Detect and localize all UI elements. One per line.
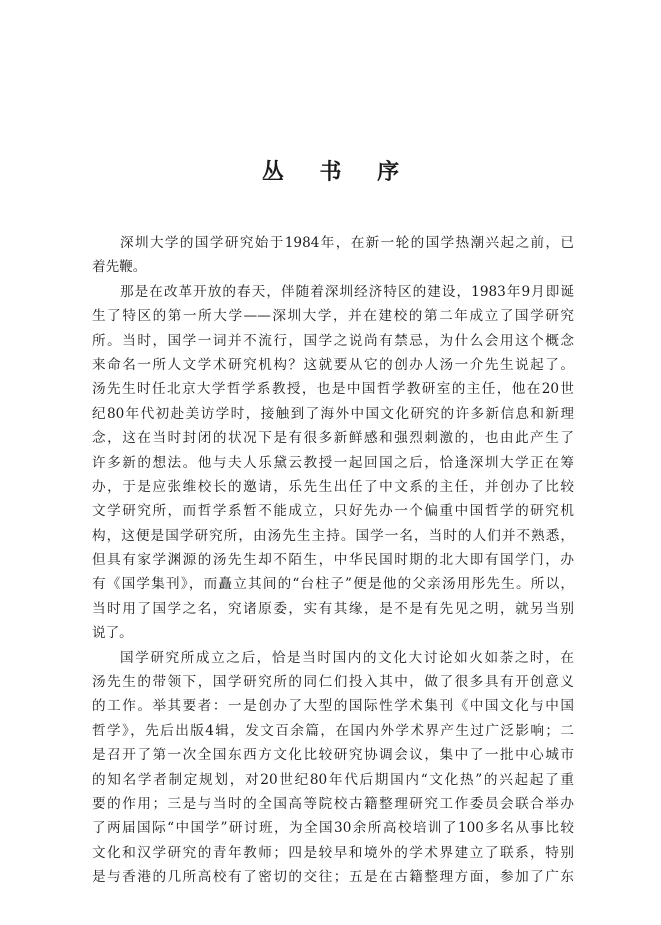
- text-line: 是召开了第一次全国东西方文化比较研究协调会议，集中了一批中心城市: [92, 747, 574, 764]
- text-line: 了两届国际“中国学”研讨班，为全国30余所高校培训了100多名从事比较: [92, 820, 574, 837]
- text-line: 但具有家学渊源的汤先生却不陌生，中华民国时期的北大即有国学门，办: [92, 552, 574, 569]
- text-line: 构，这便是国学研究所，由汤先生主持。国学一名，当时的人们并不熟悉，: [92, 527, 574, 544]
- text-line: 着先鞭。: [92, 259, 147, 276]
- text-line: 哲学》，先后出版4辑，发文百余篇，在国内外学术界产生过广泛影响；二: [92, 722, 574, 739]
- text-line: 文化和汉学研究的青年教师；四是较早和境外的学术界建立了联系，特别: [92, 844, 574, 861]
- text-line: 汤先生时任北京大学哲学系教授，也是中国哲学教研室的主任，他在20世: [92, 381, 574, 398]
- text-line: 许多新的想法。他与夫人乐黛云教授一起回国之后，恰逢深圳大学正在筹: [92, 454, 574, 471]
- text-line: 念，这在当时封闭的状况下是有很多新鲜感和强烈刺激的，也由此产生了: [92, 430, 574, 447]
- text-line: 所。当时，国学一词并不流行，国学之说尚有禁忌，为什么会用这个概念: [92, 332, 574, 349]
- text-line: 的知名学者制定规划，对20世纪80年代后期国内“文化热”的兴起起了重: [92, 771, 574, 788]
- text-line: 办，于是应张维校长的邀请，乐先生出任了中文系的主任，并创办了比较: [92, 478, 574, 495]
- text-line: 国学研究所成立之后，恰是当时国内的文化大讨论如火如荼之时，在: [120, 649, 574, 666]
- text-line: 纪80年代初赴美访学时，接触到了海外中国文化研究的许多新信息和新理: [92, 405, 574, 422]
- text-line: 的工作。举其要者：一是创办了大型的国际性学术集刊《中国文化与中国: [92, 698, 574, 715]
- text-line: 来命名一所人文学术研究机构？这就要从它的创办人汤一介先生说起了。: [92, 356, 574, 373]
- text-line: 生了特区的第一所大学——深圳大学，并在建校的第二年成立了国学研究: [92, 308, 574, 325]
- text-line: 当时用了国学之名，究诸原委，实有其缘，是不是有先见之明，就另当别: [92, 600, 574, 617]
- preface-body: [92, 231, 574, 890]
- text-line: 文学研究所，而哲学系暂不能成立，只好先办一个偏重中国哲学的研究机: [92, 503, 574, 520]
- text-line: 说了。: [92, 625, 133, 642]
- text-line: 深圳大学的国学研究始于1984年，在新一轮的国学热潮兴起之前，已: [120, 235, 574, 251]
- page-title: 丛 书 序: [261, 159, 414, 185]
- text-line: 要的作用；三是与当时的全国高等院校古籍整理研究工作委员会联合举办: [92, 795, 574, 812]
- text-line: 有《国学集刊》，而矗立其间的“台柱子”便是他的父亲汤用彤先生。所以，: [92, 576, 574, 593]
- text-line: 是与香港的几所高校有了密切的交往；五是在古籍整理方面，参加了广东: [92, 869, 574, 886]
- text-line: 那是在改革开放的春天，伴随着深圳经济特区的建设，1983年9月即诞: [120, 283, 574, 300]
- text-line: 汤先生的带领下，国学研究所的同仁们投入其中，做了很多具有开创意义: [92, 674, 574, 691]
